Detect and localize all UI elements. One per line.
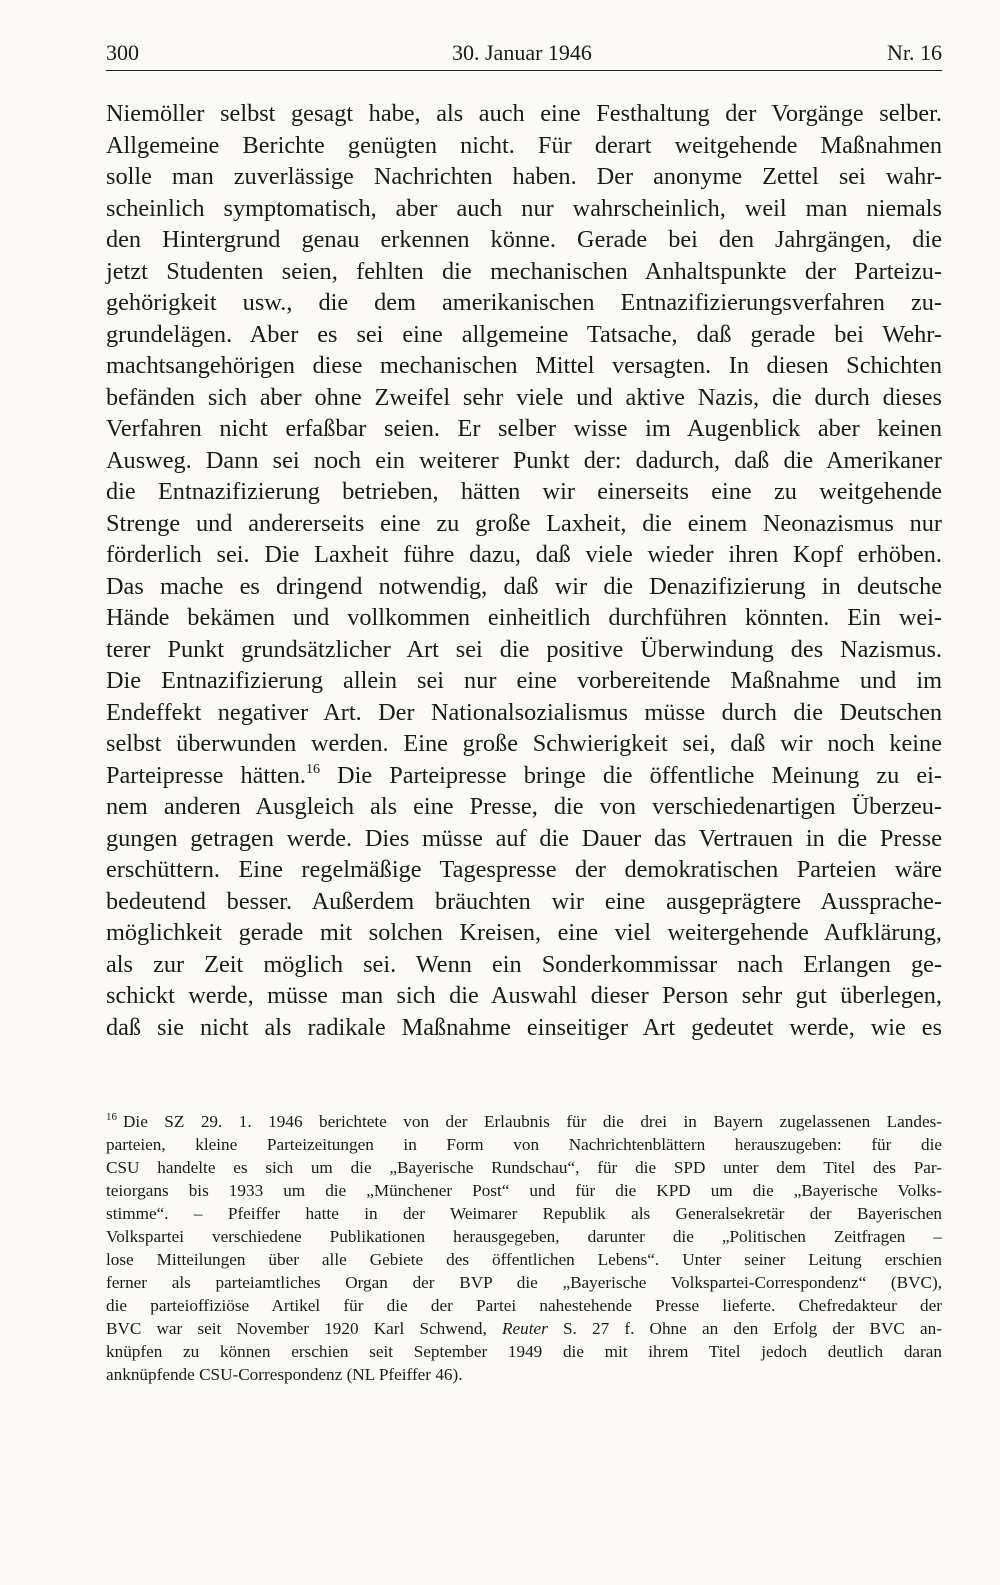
- footnote-text: S. 27 f. Ohne an den Erfolg der BVC an-: [547, 1319, 942, 1338]
- text-line: gehörigkeit usw., die dem amerikanischen Entnazifizierungsverfahren zu-: [106, 289, 942, 316]
- running-header: [106, 36, 942, 71]
- text-line: selbst überwunden werden. Eine große Schwierigkeit sei, daß wir noch keine: [106, 730, 942, 757]
- footnote-line: parteien, kleine Parteizeitungen in Form von Nachrichtenblättern herauszugeben: für die: [106, 1135, 942, 1154]
- text-line-start: Parteipresse hätten.: [106, 761, 306, 789]
- text-line: befänden sich aber ohne Zweifel sehr viele und aktive Nazis, die durch dieses: [106, 383, 942, 411]
- text-line: den Hintergrund genau erkennen könne. Gerade bei den Jahrgängen, die: [106, 226, 942, 253]
- text-line: scheinlich symptomatisch, aber auch nur wahrscheinlich, weil man niemals: [106, 194, 942, 222]
- issue-number: Nr. 16: [887, 40, 942, 65]
- text-line: Endeffekt negativer Art. Der Nationalsozialismus müsse durch die Deutschen: [106, 698, 942, 726]
- footnote-marker: 16: [106, 1111, 117, 1123]
- text-line: die Entnazifizierung betrieben, hätten wir einerseits eine zu weitgehende: [106, 478, 942, 505]
- footnote-line: stimme“. – Pfeiffer hatte in der Weimarer Republik als Generalsekretär der Bayerischen: [106, 1204, 942, 1223]
- footnote-reference: 16: [305, 761, 320, 777]
- text-line: Hände bekämen und vollkommen einheitlich durchführen könnten. Ein wei-: [106, 604, 942, 631]
- main-text: [106, 98, 942, 1043]
- text-line: Allgemeine Berichte genügten nicht. Für derart weitgehende Maßnahmen: [106, 131, 942, 159]
- text-line-with-footnote-ref: [106, 760, 942, 792]
- text-line: grundelägen. Aber es sei eine allgemeine Tatsache, daß gerade bei Wehr-: [106, 320, 942, 348]
- footnote-line: die parteioffiziöse Artikel für die der Partei nahestehende Presse lieferte. Chefredakteur der: [106, 1296, 942, 1315]
- text-line: machtsangehörigen diese mechanischen Mittel versagten. In diesen Schichten: [106, 352, 942, 379]
- footnote-line: ferner als parteiamtliches Organ der BVP die „Bayerische Volkspartei-Correspondenz“ (BVC),: [106, 1273, 942, 1292]
- text-line: schickt werde, müsse man sich die Auswahl dieser Person sehr gut überlegen,: [106, 982, 942, 1009]
- footnote-line-with-citation: [106, 1317, 942, 1340]
- text-line: Das mache es dringend notwendig, daß wir die Denazifizierung in deutsche: [106, 572, 942, 600]
- text-line: als zur Zeit möglich sei. Wenn ein Sonderkommissar nach Erlangen ge-: [106, 950, 942, 978]
- footnote-line: Volkspartei verschiedene Publikationen herausgegeben, darunter die „Politischen Zeitfragen –: [106, 1227, 942, 1246]
- text-line: Strenge und andererseits eine zu große Laxheit, die einem Neonazismus nur: [106, 509, 942, 537]
- text-line: daß sie nicht als radikale Maßnahme einseitiger Art gedeutet werde, wie es: [106, 1013, 942, 1041]
- text-line-end: Die Parteipresse bringe die öffentliche Meinung zu ei-: [319, 761, 943, 789]
- footnote-line: anknüpfende CSU-Correspondenz (NL Pfeiffer 46).: [106, 1365, 463, 1384]
- text-line: gungen getragen werde. Dies müsse auf die Dauer das Vertrauen in die Presse: [106, 824, 942, 852]
- footnote-line: teiorgans bis 1933 um die „Münchener Post“ und für die KPD um die „Bayerische Volks-: [106, 1181, 942, 1200]
- footnote-text: BVC war seit November 1920 Karl Schwend,: [106, 1319, 487, 1338]
- text-line: Ausweg. Dann sei noch ein weiterer Punkt der: dadurch, daß die Amerikaner: [106, 446, 942, 474]
- text-line: solle man zuverlässige Nachrichten haben. Der anonyme Zettel sei wahr-: [106, 163, 942, 190]
- text-line: bedeutend besser. Außerdem bräuchten wir eine ausgeprägtere Aussprache-: [106, 887, 942, 915]
- footnote-text: Die SZ 29. 1. 1946 berichtete von der Erlaubnis für die drei in Bayern zugelassenen Landes-: [123, 1112, 942, 1131]
- text-line: nem anderen Ausgleich als eine Presse, die von verschiedenartigen Überzeu-: [106, 793, 942, 820]
- footnote-block: [106, 1110, 942, 1386]
- text-line: Verfahren nicht erfaßbar seien. Er selber wisse im Augenblick aber keinen: [106, 415, 942, 442]
- text-line: jetzt Studenten seien, fehlten die mechanischen Anhaltspunkte der Parteizu-: [106, 257, 942, 285]
- text-line: erschüttern. Eine regelmäßige Tagespresse der demokratischen Parteien wäre: [106, 856, 942, 883]
- footnote-line: CSU handelte es sich um die „Bayerische Rundschau“, für die SPD unter dem Titel des Par-: [106, 1158, 942, 1177]
- text-line: förderlich sei. Die Laxheit führe dazu, daß viele wieder ihren Kopf erhöben.: [106, 541, 942, 568]
- footnote-line: lose Mitteilungen über alle Gebiete des öffentlichen Lebens“. Unter seiner Leitung erschien: [106, 1250, 942, 1269]
- text-line: Niemöller selbst gesagt habe, als auch eine Festhaltung der Vorgänge selber.: [106, 100, 942, 127]
- header-date: 30. Januar 1946: [452, 40, 592, 65]
- page-number: 300: [106, 40, 139, 65]
- text-line: möglichkeit gerade mit solchen Kreisen, eine viel weitergehende Aufklärung,: [106, 919, 942, 946]
- text-line: Die Entnazifizierung allein sei nur eine vorbereitende Maßnahme und im: [106, 667, 942, 694]
- footnote-line: [106, 1110, 942, 1133]
- text-line: terer Punkt grundsätzlicher Art sei die positive Überwindung des Nazismus.: [106, 635, 942, 663]
- footnote-line: knüpfen zu können erschien seit September 1949 die mit ihrem Titel jedoch deutlich daran: [106, 1342, 942, 1361]
- citation-author: Reuter: [501, 1319, 548, 1338]
